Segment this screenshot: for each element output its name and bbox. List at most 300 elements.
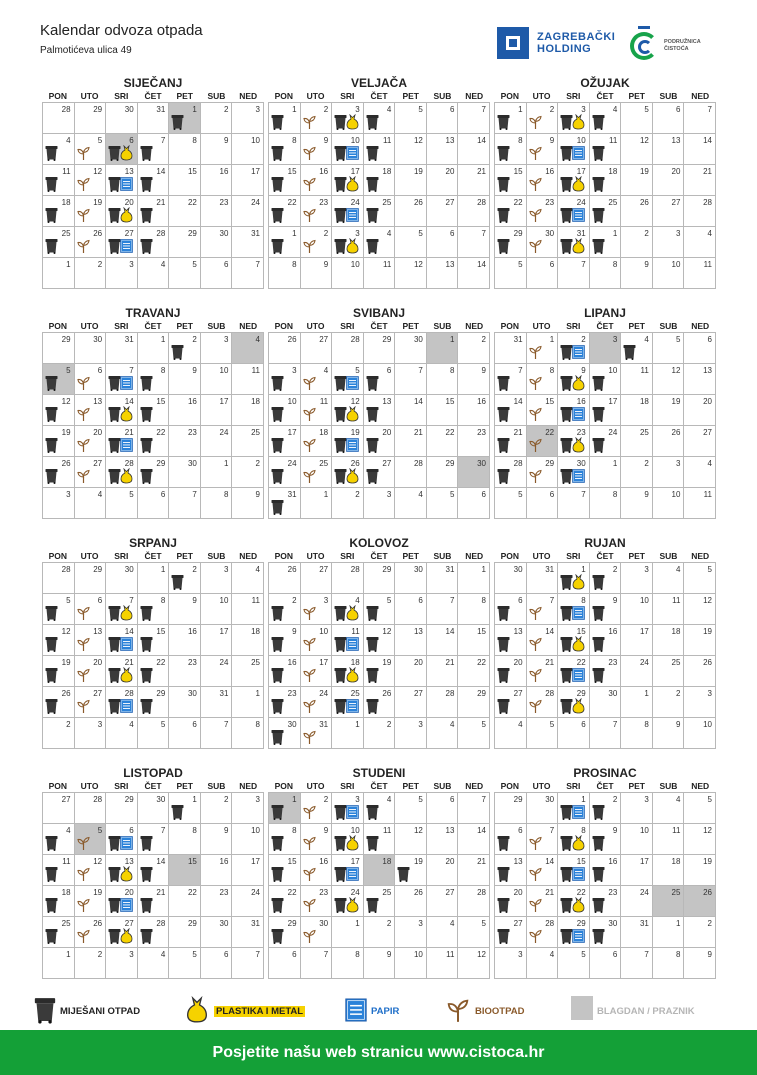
- day-cell: [301, 227, 332, 257]
- footer-banner[interactable]: [0, 1030, 757, 1075]
- day-cell: [232, 258, 263, 288]
- day-number: 24: [639, 658, 649, 667]
- day-number: 20: [413, 658, 423, 667]
- weekday-label: UTO: [306, 781, 325, 791]
- day-cell: [43, 395, 74, 425]
- day-number: 30: [545, 795, 555, 804]
- weekday-label: SUB: [207, 91, 226, 101]
- day-number: 3: [675, 459, 681, 468]
- day-cell: [75, 855, 106, 885]
- day-cell: [684, 196, 715, 226]
- mixed-waste-bin-icon: [497, 667, 510, 683]
- weekday-label: SUB: [433, 321, 452, 331]
- weekday-header: [494, 320, 716, 332]
- day-cell: [427, 718, 458, 748]
- day-cell: [75, 793, 106, 823]
- mixed-waste-bin-icon: [497, 437, 510, 453]
- day-number: 25: [319, 459, 329, 468]
- day-number: 18: [319, 428, 329, 437]
- day-cell: [201, 395, 232, 425]
- plastic-metal-bag-icon: [346, 667, 359, 683]
- plastic-metal-bag-icon: [346, 114, 359, 130]
- month-listopad: [42, 766, 264, 979]
- day-number: 2: [323, 229, 329, 238]
- day-number: 10: [251, 136, 260, 145]
- mixed-waste-bin-icon: [140, 897, 153, 913]
- paper-container-icon: [572, 207, 585, 223]
- biowaste-sprout-icon: [77, 238, 90, 254]
- day-number: 12: [703, 596, 712, 605]
- day-cell: [364, 134, 395, 164]
- day-cell: [138, 488, 169, 518]
- day-cell: [495, 258, 526, 288]
- day-cell: [684, 855, 715, 885]
- day-number: 25: [382, 198, 392, 207]
- day-cell: [495, 594, 526, 624]
- day-cell: [232, 594, 263, 624]
- day-number: 29: [513, 229, 523, 238]
- mixed-waste-bin-icon: [271, 468, 284, 484]
- mixed-waste-bin-icon: [140, 406, 153, 422]
- day-cell: [590, 563, 621, 593]
- month-name: SIJEČANJ: [123, 76, 183, 90]
- day-cell: [684, 563, 715, 593]
- day-number: 4: [97, 490, 103, 499]
- day-cell: [364, 103, 395, 133]
- month-lipanj: [494, 306, 716, 519]
- day-number: 10: [219, 596, 229, 605]
- month-name: KOLOVOZ: [349, 536, 409, 550]
- day-number: 13: [513, 857, 523, 866]
- day-number: 29: [156, 459, 166, 468]
- plastic-metal-bag-icon: [346, 238, 359, 254]
- day-number: 30: [477, 459, 486, 468]
- paper-container-icon: [120, 375, 133, 391]
- day-cell: [43, 457, 74, 487]
- weekday-label: NED: [239, 321, 258, 331]
- day-cell: [558, 457, 589, 487]
- day-number: 22: [156, 428, 166, 437]
- day-number: 3: [355, 795, 360, 804]
- day-number: 7: [481, 105, 486, 114]
- plastic-metal-bag-icon: [120, 667, 133, 683]
- day-cell: [269, 227, 300, 257]
- month-grid: [494, 332, 716, 519]
- day-cell: [684, 227, 715, 257]
- biowaste-sprout-icon: [77, 698, 90, 714]
- day-cell: [106, 457, 137, 487]
- day-number: 6: [418, 596, 423, 605]
- biowaste-sprout-icon: [77, 835, 90, 851]
- day-cell: [495, 395, 526, 425]
- day-cell: [427, 395, 458, 425]
- plastic-metal-bag-icon: [120, 406, 133, 422]
- day-number: 13: [445, 260, 455, 269]
- day-number: 1: [192, 105, 197, 114]
- day-cell: [75, 426, 106, 456]
- day-number: 5: [97, 826, 103, 835]
- day-cell: [232, 793, 263, 823]
- day-cell: [458, 258, 489, 288]
- day-cell: [427, 855, 458, 885]
- mixed-waste-bin-icon: [140, 636, 153, 652]
- day-number: 21: [413, 428, 423, 437]
- day-number: 20: [124, 888, 134, 897]
- day-number: 25: [382, 888, 392, 897]
- biowaste-sprout-icon: [529, 406, 542, 422]
- day-number: 23: [545, 198, 555, 207]
- day-number: 18: [671, 627, 681, 636]
- day-number: 23: [187, 658, 197, 667]
- day-cell: [495, 134, 526, 164]
- day-number: 6: [97, 366, 103, 375]
- mixed-waste-bin-icon: [592, 114, 605, 130]
- day-cell: [106, 563, 137, 593]
- weekday-label: SUB: [433, 91, 452, 101]
- day-number: 22: [156, 658, 166, 667]
- day-number: 30: [219, 229, 229, 238]
- day-cell: [684, 488, 715, 518]
- day-number: 2: [481, 335, 486, 344]
- day-number: 31: [287, 490, 297, 499]
- day-cell: [364, 364, 395, 394]
- month-travanj: [42, 306, 264, 519]
- weekday-label: PET: [402, 781, 419, 791]
- day-number: 17: [319, 658, 329, 667]
- day-number: 6: [675, 105, 681, 114]
- day-cell: [621, 855, 652, 885]
- day-number: 17: [639, 627, 649, 636]
- day-cell: [169, 457, 200, 487]
- day-cell: [201, 687, 232, 717]
- day-number: 27: [445, 888, 455, 897]
- day-number: 1: [481, 565, 486, 574]
- day-number: 4: [449, 919, 455, 928]
- mixed-waste-bin-icon: [271, 897, 284, 913]
- day-cell: [232, 426, 263, 456]
- day-number: 20: [513, 888, 523, 897]
- day-cell: [458, 395, 489, 425]
- weekday-label: NED: [691, 321, 710, 331]
- day-cell: [75, 687, 106, 717]
- month-siječanj: [42, 76, 264, 289]
- day-number: 7: [418, 366, 423, 375]
- mixed-waste-bin-icon: [592, 207, 605, 223]
- day-cell: [653, 824, 684, 854]
- day-cell: [653, 488, 684, 518]
- day-cell: [495, 625, 526, 655]
- day-cell: [395, 134, 426, 164]
- day-number: 29: [287, 919, 297, 928]
- day-number: 18: [382, 167, 392, 176]
- day-cell: [527, 855, 558, 885]
- day-number: 10: [671, 490, 681, 499]
- mixed-waste-bin-icon: [140, 176, 153, 192]
- day-number: 27: [445, 198, 455, 207]
- day-cell: [232, 718, 263, 748]
- day-cell: [427, 687, 458, 717]
- weekday-label: PET: [628, 781, 645, 791]
- day-cell: [75, 563, 106, 593]
- day-number: 12: [477, 950, 486, 959]
- day-cell: [458, 333, 489, 363]
- day-number: 12: [671, 366, 681, 375]
- day-number: 2: [644, 459, 649, 468]
- day-cell: [106, 594, 137, 624]
- mixed-waste-bin-icon: [45, 928, 58, 944]
- day-number: 15: [576, 627, 586, 636]
- day-cell: [301, 395, 332, 425]
- day-cell: [332, 227, 363, 257]
- day-number: 16: [319, 857, 329, 866]
- plastic-metal-bag-icon: [572, 437, 585, 453]
- day-number: 30: [187, 459, 197, 468]
- weekday-label: SRI: [114, 781, 129, 791]
- day-cell: [364, 165, 395, 195]
- day-number: 8: [675, 950, 681, 959]
- day-cell: [138, 563, 169, 593]
- weekday-label: ČET: [144, 781, 162, 791]
- day-cell: [458, 718, 489, 748]
- day-number: 12: [350, 397, 360, 406]
- day-cell: [427, 625, 458, 655]
- day-cell: [201, 364, 232, 394]
- day-number: 30: [608, 919, 618, 928]
- day-cell: [590, 457, 621, 487]
- day-number: 26: [93, 919, 103, 928]
- weekday-label: PET: [176, 781, 193, 791]
- day-cell: [201, 333, 232, 363]
- day-cell: [269, 886, 300, 916]
- day-number: 29: [124, 795, 134, 804]
- mixed-waste-bin-icon: [171, 114, 184, 130]
- day-cell: [621, 426, 652, 456]
- footer-link-text[interactable]: Posjetite našu web stranicu www.cistoca.hr: [212, 1044, 545, 1061]
- weekday-label: SUB: [659, 91, 678, 101]
- mixed-waste-bin-icon: [45, 468, 58, 484]
- day-cell: [332, 395, 363, 425]
- day-cell: [43, 333, 74, 363]
- day-number: 21: [156, 888, 166, 897]
- day-number: 22: [477, 658, 486, 667]
- day-cell: [106, 395, 137, 425]
- mixed-waste-bin-icon: [45, 437, 58, 453]
- day-number: 15: [287, 167, 297, 176]
- day-cell: [332, 948, 363, 978]
- day-number: 20: [513, 658, 523, 667]
- weekday-label: SUB: [659, 551, 678, 561]
- day-number: 5: [518, 490, 523, 499]
- day-number: 25: [350, 689, 360, 698]
- plastic-metal-bag-icon: [346, 406, 359, 422]
- day-number: 9: [323, 260, 329, 269]
- mixed-waste-bin-icon: [34, 996, 56, 1024]
- biowaste-sprout-icon: [447, 996, 469, 1024]
- day-cell: [395, 488, 426, 518]
- day-number: 29: [187, 919, 197, 928]
- day-cell: [138, 824, 169, 854]
- day-number: 20: [93, 428, 103, 437]
- weekday-label: UTO: [532, 321, 551, 331]
- day-number: 28: [703, 198, 712, 207]
- biowaste-sprout-icon: [529, 468, 542, 484]
- day-number: 6: [223, 260, 229, 269]
- day-cell: [558, 364, 589, 394]
- day-cell: [43, 488, 74, 518]
- day-number: 10: [219, 366, 229, 375]
- day-cell: [458, 364, 489, 394]
- day-cell: [232, 824, 263, 854]
- day-number: 2: [581, 335, 586, 344]
- month-grid: [494, 102, 716, 289]
- day-number: 8: [612, 490, 618, 499]
- mixed-waste-bin-icon: [592, 238, 605, 254]
- weekday-label: UTO: [80, 551, 99, 561]
- month-grid: [42, 792, 264, 979]
- biowaste-sprout-icon: [303, 605, 316, 621]
- day-number: 3: [223, 565, 229, 574]
- day-cell: [332, 718, 363, 748]
- day-number: 14: [477, 260, 486, 269]
- day-cell: [201, 793, 232, 823]
- day-cell: [43, 718, 74, 748]
- day-number: 5: [644, 105, 649, 114]
- biowaste-sprout-icon: [529, 928, 542, 944]
- month-grid: [42, 102, 264, 289]
- day-cell: [106, 687, 137, 717]
- day-cell: [458, 855, 489, 885]
- biowaste-sprout-icon: [303, 698, 316, 714]
- day-cell: [332, 687, 363, 717]
- day-number: 5: [97, 136, 103, 145]
- day-number: 5: [481, 919, 486, 928]
- logo-c-line1: PODRUŽNICA: [664, 39, 701, 45]
- biowaste-sprout-icon: [529, 866, 542, 882]
- day-cell: [653, 718, 684, 748]
- day-cell: [269, 855, 300, 885]
- plastic-metal-bag-icon: [572, 698, 585, 714]
- day-number: 10: [350, 260, 360, 269]
- day-cell: [332, 134, 363, 164]
- day-number: 6: [549, 260, 555, 269]
- mixed-waste-bin-icon: [366, 406, 379, 422]
- biowaste-sprout-icon: [77, 636, 90, 652]
- day-number: 9: [675, 720, 681, 729]
- day-number: 9: [323, 136, 329, 145]
- day-number: 6: [449, 795, 455, 804]
- day-cell: [169, 488, 200, 518]
- day-cell: [43, 134, 74, 164]
- mixed-waste-bin-icon: [497, 238, 510, 254]
- day-number: 7: [549, 826, 555, 835]
- day-cell: [590, 258, 621, 288]
- day-cell: [395, 917, 426, 947]
- day-number: 8: [481, 596, 486, 605]
- day-cell: [684, 103, 715, 133]
- day-cell: [364, 488, 395, 518]
- mixed-waste-bin-icon: [271, 835, 284, 851]
- day-number: 14: [124, 627, 134, 636]
- day-cell: [653, 687, 684, 717]
- day-cell: [301, 917, 332, 947]
- day-cell: [75, 886, 106, 916]
- day-number: 16: [608, 627, 618, 636]
- day-cell: [269, 395, 300, 425]
- month-grid: [268, 562, 490, 749]
- day-cell: [138, 594, 169, 624]
- mixed-waste-bin-icon: [366, 897, 379, 913]
- day-cell: [527, 103, 558, 133]
- mixed-waste-bin-icon: [140, 207, 153, 223]
- day-number: 7: [644, 950, 649, 959]
- day-number: 22: [287, 198, 297, 207]
- day-number: 26: [93, 229, 103, 238]
- day-number: 10: [608, 366, 618, 375]
- day-number: 10: [413, 950, 423, 959]
- day-number: 19: [350, 428, 360, 437]
- day-number: 27: [319, 565, 329, 574]
- day-cell: [427, 426, 458, 456]
- day-cell: [75, 364, 106, 394]
- day-number: 3: [66, 490, 71, 499]
- weekday-label: PON: [48, 321, 68, 331]
- day-cell: [201, 488, 232, 518]
- biowaste-sprout-icon: [303, 897, 316, 913]
- mixed-waste-bin-icon: [592, 897, 605, 913]
- mixed-waste-bin-icon: [592, 605, 605, 621]
- day-cell: [621, 227, 652, 257]
- day-cell: [232, 687, 263, 717]
- day-cell: [590, 134, 621, 164]
- mixed-waste-bin-icon: [497, 375, 510, 391]
- holding-square-icon: [497, 27, 529, 59]
- day-number: 28: [513, 459, 523, 468]
- day-number: 11: [640, 366, 649, 375]
- day-number: 5: [129, 490, 134, 499]
- weekday-label: PON: [500, 91, 520, 101]
- day-cell: [301, 457, 332, 487]
- mixed-waste-bin-icon: [497, 866, 510, 882]
- day-cell: [684, 333, 715, 363]
- day-cell: [458, 886, 489, 916]
- day-cell: [653, 917, 684, 947]
- day-number: 14: [545, 627, 555, 636]
- weekday-label: ČET: [370, 321, 388, 331]
- day-cell: [395, 594, 426, 624]
- mixed-waste-bin-icon: [497, 406, 510, 422]
- day-cell: [395, 563, 426, 593]
- day-number: 19: [382, 658, 392, 667]
- day-cell: [43, 625, 74, 655]
- day-number: 14: [445, 627, 455, 636]
- day-cell: [653, 196, 684, 226]
- weekday-label: NED: [239, 91, 258, 101]
- mixed-waste-bin-icon: [171, 804, 184, 820]
- day-cell: [458, 594, 489, 624]
- day-cell: [653, 656, 684, 686]
- mixed-waste-bin-icon: [140, 667, 153, 683]
- plastic-metal-bag-icon: [120, 605, 133, 621]
- day-number: 23: [477, 428, 486, 437]
- day-number: 24: [350, 888, 360, 897]
- day-cell: [106, 793, 137, 823]
- day-number: 30: [187, 689, 197, 698]
- day-number: 15: [287, 857, 297, 866]
- biowaste-sprout-icon: [529, 114, 542, 130]
- day-cell: [395, 333, 426, 363]
- day-cell: [332, 594, 363, 624]
- day-number: 9: [386, 950, 392, 959]
